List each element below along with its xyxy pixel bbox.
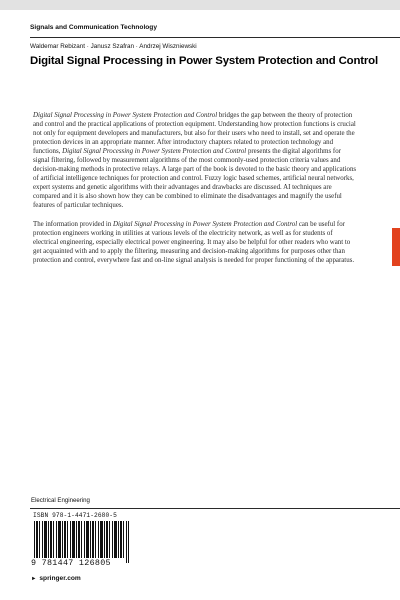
subject-category: Electrical Engineering: [31, 497, 90, 504]
blurb-text: The information provided in: [33, 220, 113, 228]
arrow-icon: ►: [31, 576, 37, 582]
blurb-title-ref: Digital Signal Processing in Power System Protection and Control: [33, 112, 218, 119]
barcode-bars: [34, 521, 129, 558]
blurb-title-ref: Digital Signal Processing in Power System Protection and Control: [62, 148, 247, 156]
author-list: Waldemar Rebizant · Janusz Szafran · Andrzej Wiszniewski: [30, 43, 197, 50]
isbn: ISBN 978-1-4471-2680-5: [33, 512, 117, 519]
publisher-link[interactable]: [31, 575, 81, 582]
barcode: [31, 512, 132, 569]
barcode-guard-right: [126, 521, 129, 563]
barcode-digits: 9 781447 126805: [31, 558, 111, 568]
barcode-guard-left: [34, 521, 37, 563]
top-band: [0, 0, 400, 10]
category-divider: [30, 508, 400, 509]
blurb-text: can be useful for protection engineers working in utilities at various levels of the electricity network, as well as for students of electrical engineering, especially electrical power engineering. It may also be helpful for other readers who want to get acquainted with and to apply the filtering, measuring and decision-making algorithms for purposes other than protection and control, everywhere fast and on-line signal analysis is needed for proper functioning of the apparatus.: [33, 220, 355, 264]
blurb-text: presents the digital algorithms for signal filtering, followed by measurement algorithms of the most commonly-used protection criteria values and decision-making methods in protective relays. A large part of the book is devoted to the basic theory and applications of artificial intelligence techniques for protection and control. Fuzzy logic based schemes, artificial neural networks, expert systems and genetic algorithms with their advantages and drawbacks are discussed. AI techniques are compared and it is also shown how they can be combined to eliminate the disadvantages and magnify the useful features of particular techniques.: [33, 148, 357, 210]
blurb: [33, 111, 357, 274]
blurb-text: bridges the gap between the theory of protection and control and the practical applications of protection equipment. Understanding how protection functions is crucial not only for equipment developers and manufacturers, but also for their users who need to install, set and operate the protection devices in an appropriate manner. After introductory chapters related to protection technology and functions,: [33, 112, 356, 156]
accent-tab: [392, 228, 400, 266]
blurb-title-ref: Digital Signal Processing in Power System Protection and Control: [113, 220, 298, 228]
book-title: Digital Signal Processing in Power System Protection and Control: [30, 55, 379, 67]
series-name: Signals and Communication Technology: [30, 24, 158, 31]
publisher-url: springer.com: [39, 575, 81, 582]
series-divider: [30, 37, 400, 38]
blurb-paragraph-1: [33, 111, 357, 211]
blurb-paragraph-2: [33, 220, 357, 265]
